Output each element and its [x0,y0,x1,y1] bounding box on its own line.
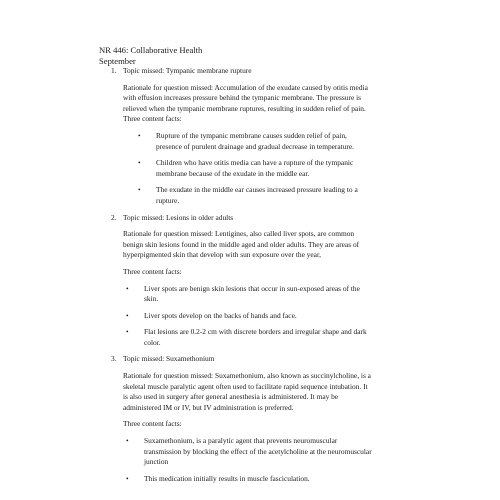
missed-topic-item [111,213,373,349]
content-fact [123,474,373,485]
course-title: NR 446: Collaborative Health [99,45,203,55]
fact-text: Children who have otitis media can have a rupture of the tympanic membrane because of the exudate in the middle ear. [156,158,354,178]
bullet-icon: • [138,185,141,195]
fact-text: This medication initially results in muscle fasciculation. [144,473,310,483]
bullet-icon: • [138,130,141,140]
fact-text: Flat lesions are 0.2-2 cm with discrete borders and irregular shape and dark color. [144,327,367,347]
topic-heading [111,66,373,77]
document-header [99,45,202,66]
content-facts-list [123,436,373,484]
content-fact [135,185,373,206]
rationale-text: Rationale for question missed: Suxamethonium, also known as succinylcholine, is a skeletal muscle paralytic agent often used to facilitate rapid sequence intubation. It is also used in surgery after general anesthesia is administered. It may be administered IM or IV, but IV administration is preferred. [123,371,371,412]
facts-intro: Three content facts: [123,266,182,276]
topic-body [123,229,373,348]
content-fact [123,311,373,322]
fact-text: Suxamethonium, is a paralytic agent that prevents neuromuscular transmission by blocking the effect of the acetylcholine at the neuromuscular junction [144,436,372,467]
bullet-icon: • [126,436,129,446]
fact-text: The exudate in the middle ear causes increased pressure leading to a rupture. [156,185,358,205]
bullet-icon: • [126,283,129,293]
fact-text: Liver spots develop on the backs of hands and face. [144,310,297,320]
rationale-text: Rationale for question missed: Accumulation of the exudate caused by otitis media with effusion increases pressure behind the tympanic membrane. The pressure is relieved when the tympanic membrane ruptures, resulting in sudden relief of pain. Three content facts: [123,82,368,124]
topic-title: Topic missed: Suxamethonium [123,354,215,364]
fact-text: Rupture of the tympanic membrane causes sudden relief of pain, presence of purulent drainage and gradual decrease in temperature. [156,130,355,151]
topic-body [123,83,373,207]
content-fact [123,284,373,305]
missed-topics-list [111,66,373,490]
topic-body [123,371,373,484]
content-fact [123,436,373,468]
content-fact [135,131,373,152]
bullet-icon: • [126,327,129,337]
rationale-text: Rationale for question missed: Lentigines, also called liver spots, are common benign skin lesions found in the middle aged and older adults. They are areas of hyperpigmented skin that develop with sun exposure over the year, [123,229,360,260]
topic-number: 2. [111,212,117,222]
topic-heading [111,354,373,365]
bullet-icon: • [126,473,129,483]
fact-text: Liver spots are benign skin lesions that occur in sun-exposed areas of the skin. [144,283,360,304]
topic-heading [111,213,373,224]
bullet-icon: • [126,310,129,320]
content-facts-list [123,284,373,349]
facts-intro: Three content facts: [123,419,182,429]
content-fact [135,158,373,179]
content-facts-list [135,131,373,207]
topic-title: Topic missed: Tympanic membrane rupture [123,66,252,75]
content-fact [123,327,373,348]
bullet-icon: • [138,158,141,168]
topic-number: 3. [111,354,117,364]
topic-number: 1. [111,66,117,75]
missed-topic-item [111,354,373,484]
topic-title: Topic missed: Lesions in older adults [123,212,234,222]
month-label: September [99,55,136,66]
missed-topic-item [111,66,373,207]
